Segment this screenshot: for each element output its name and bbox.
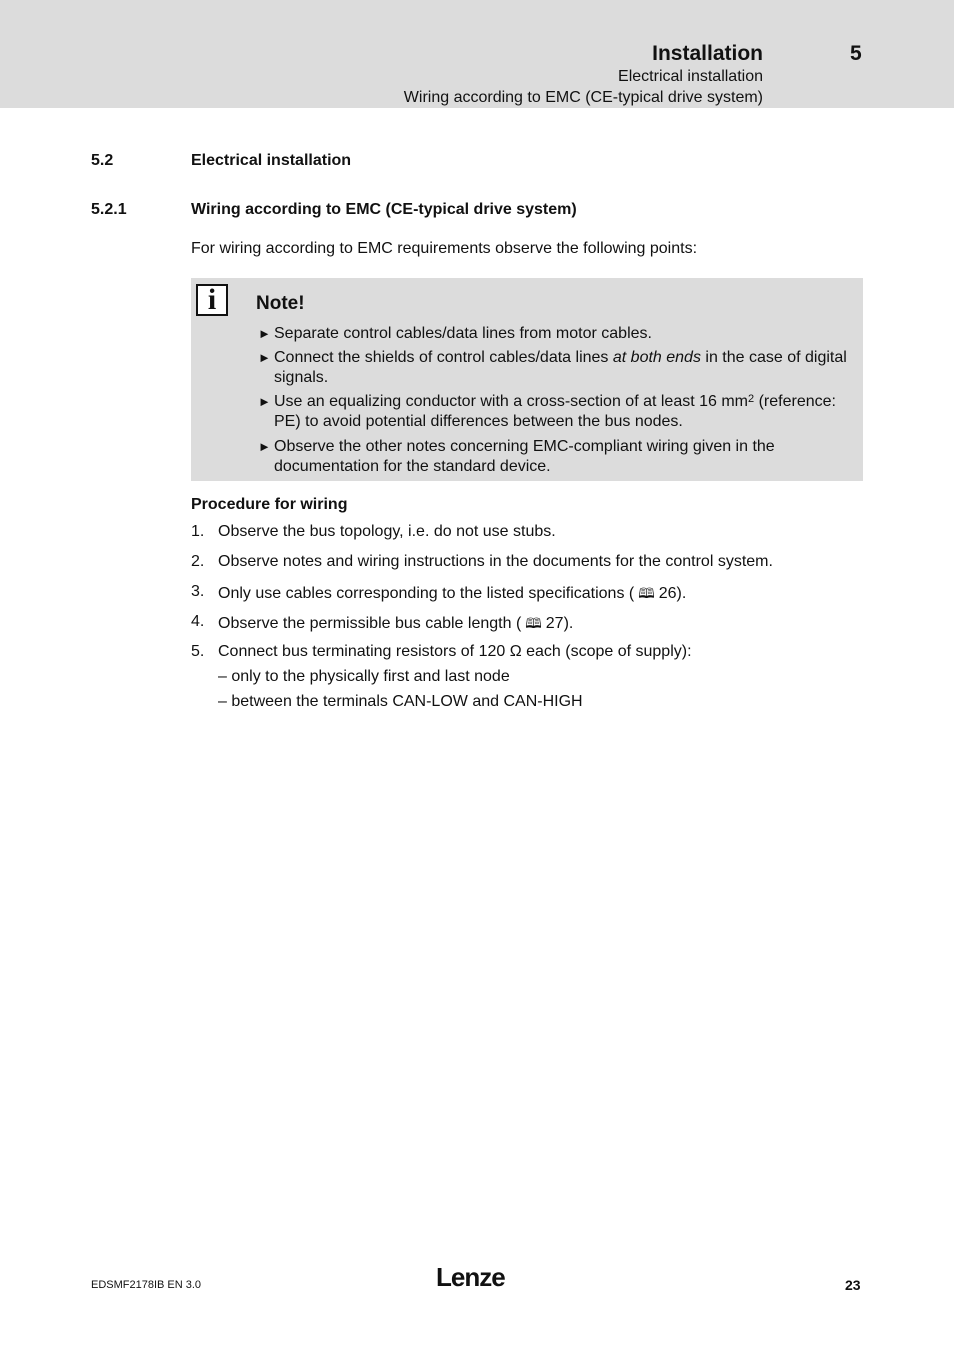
section-number: 5.2: [91, 152, 114, 169]
header-subtitle-subsection: Wiring according to EMC (CE-typical drive system): [403, 89, 763, 106]
step-text: Observe the permissible bus cable length ( 🕮 27).: [218, 615, 574, 632]
subsection-title: Wiring according to EMC (CE-typical drive system): [191, 201, 577, 218]
note-bullet: [258, 437, 848, 477]
step-number: 1.: [191, 523, 205, 540]
bullet-arrow-icon: ►: [258, 439, 271, 454]
step-number: 3.: [191, 583, 205, 600]
note-title: Note!: [256, 293, 305, 314]
note-bullet-text: Separate control cables/data lines from motor cables.: [274, 325, 652, 342]
chapter-number: 5: [850, 42, 862, 65]
document-id: EDSMF2178IB EN 3.0: [91, 1279, 202, 1291]
note-bullet-text: Connect the shields of control cables/data lines at both ends in the case of digital signals.: [274, 349, 847, 386]
page-reference-link[interactable]: 26: [658, 585, 677, 602]
note-bullet: [258, 324, 848, 344]
info-icon: i: [196, 284, 228, 316]
bullet-arrow-icon: ►: [258, 326, 271, 341]
book-icon: 🕮: [638, 585, 655, 601]
step-text: Connect bus terminating resistors of 120 Ω each (scope of supply):: [218, 643, 692, 660]
step-number: 5.: [191, 643, 205, 660]
header-title: Installation: [652, 42, 763, 65]
book-icon: 🕮: [525, 615, 542, 631]
subsection-number: 5.2.1: [91, 201, 127, 218]
step-text: Observe notes and wiring instructions in the documents for the control system.: [218, 553, 773, 570]
bullet-arrow-icon: ►: [258, 350, 271, 365]
intro-paragraph: For wiring according to EMC requirements observe the following points:: [191, 240, 698, 257]
superscript: 2: [748, 393, 755, 405]
sub-list-item: – only to the physically first and last node: [218, 668, 510, 685]
note-bullet-text: Observe the other notes concerning EMC-compliant wiring given in the documentation for the standard device.: [274, 438, 775, 475]
note-bullet: [258, 348, 848, 388]
step-text: Observe the bus topology, i.e. do not use stubs.: [218, 523, 556, 540]
step-number: 2.: [191, 553, 205, 570]
procedure-title: Procedure for wiring: [191, 496, 348, 513]
page-number: 23: [845, 1277, 861, 1293]
brand-logo: Lenze: [436, 1262, 505, 1292]
step-text: Only use cables corresponding to the listed specifications ( 🕮 26).: [218, 585, 687, 602]
page-reference-link[interactable]: 27: [545, 615, 564, 632]
note-bullet-text: Use an equalizing conductor with a cross-section of at least 16 $mm^2$ (reference: PE) to avoid potential differences between the bus nodes.: [274, 393, 836, 430]
sub-list-item: – between the terminals CAN-LOW and CAN-HIGH: [218, 693, 583, 710]
step-number: 4.: [191, 613, 205, 630]
note-bullet: [258, 392, 848, 432]
section-title: Electrical installation: [191, 152, 352, 169]
header-subtitle-section: Electrical installation: [618, 68, 763, 85]
bullet-arrow-icon: ►: [258, 394, 271, 409]
emphasis: at both ends: [612, 349, 701, 366]
